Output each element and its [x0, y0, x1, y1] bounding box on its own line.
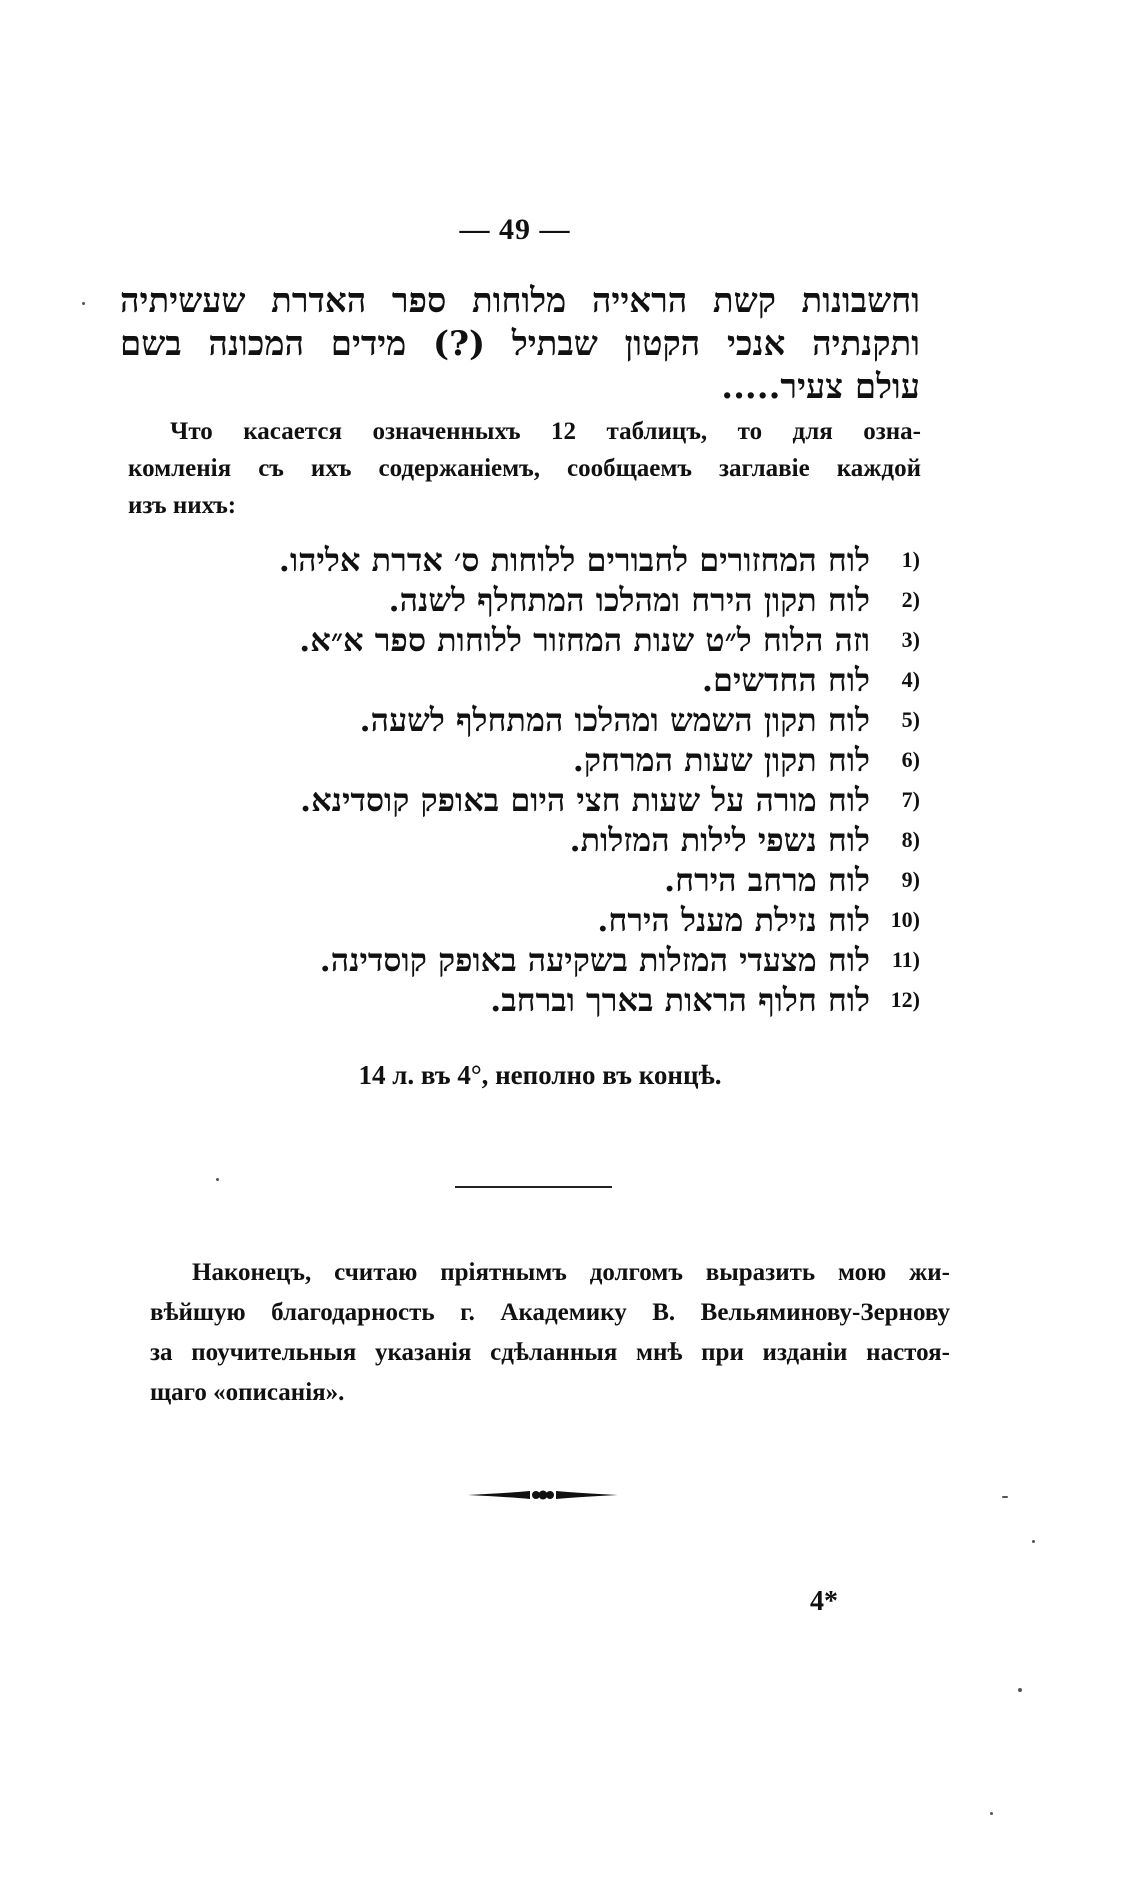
paragraph-line: изъ нихъ: [128, 492, 237, 519]
item-title: לוח נזילת מענל הירח. [597, 901, 870, 939]
hebrew-intro-line: ותקנתיה אנכי הקטון שבתיל (?) מידים המכונה בשם [120, 324, 920, 364]
item-number: 7) [901, 787, 920, 812]
table-list-item [240, 940, 920, 980]
scan-speck [1002, 1496, 1008, 1498]
item-number: 1) [901, 547, 920, 572]
paragraph-line: комленія съ ихъ содержаніемъ, сообщаемъ заглавіе каждой [128, 455, 921, 482]
item-number: 11) [891, 947, 920, 972]
scan-speck [990, 1812, 993, 1815]
item-number: 2) [901, 587, 920, 612]
item-title: לוח חלוף הראות בארך וברחב. [490, 981, 870, 1019]
item-number: 8) [901, 827, 920, 852]
item-number: 5) [901, 707, 920, 732]
signature-mark: 4* [810, 1586, 838, 1617]
item-number: 4) [901, 667, 920, 692]
table-list-item [240, 620, 920, 660]
item-title: לוח נשפי לילות המזלות. [569, 821, 870, 859]
item-title: לוח מרחב הירח. [663, 861, 870, 899]
section-divider [455, 1186, 612, 1188]
item-title: לוח תקון השמש ומהלכו המתחלף לשעה. [359, 701, 870, 739]
item-title: וזה הלוח ל״ט שנות המחזור ללוחות ספר א״א. [299, 621, 870, 659]
hebrew-intro [120, 280, 920, 409]
table-list-item [240, 660, 920, 700]
item-number: 3) [901, 627, 920, 652]
item-title: לוח מורה על שעות חצי היום באופק קוסדינא. [299, 781, 870, 819]
table-list-item [240, 580, 920, 620]
closing-paragraph [150, 1253, 950, 1413]
format-note: 14 л. въ 4°, неполно въ концѣ. [358, 1060, 722, 1090]
scan-speck [1032, 1540, 1035, 1543]
scan-speck [216, 1178, 219, 1181]
item-number: 12) [890, 987, 920, 1012]
item-title: לוח המחזורים לחבורים ללוחות ס׳ אדרת אליהו. [278, 541, 870, 579]
item-number: 9) [901, 867, 920, 892]
item-number: 6) [901, 747, 920, 772]
item-title: לוח תקון הירח ומהלכו המתחלף לשנה. [388, 581, 870, 619]
item-title: לוח מצעדי המזלות בשקיעה באופק קוסדינה. [319, 941, 870, 979]
paragraph-line: Что касается означенныхъ 12 таблицъ, то для озна- [170, 418, 921, 445]
table-list-item [240, 860, 920, 900]
table-list-item [240, 780, 920, 820]
paragraph-line: Наконецъ, считаю пріятнымъ долгомъ выразить мою жи- [192, 1259, 950, 1286]
scan-speck [82, 302, 85, 305]
scan-speck [1018, 1688, 1022, 1692]
table-list-item [240, 900, 920, 940]
item-title: לוח החדשים. [701, 661, 870, 699]
hebrew-intro-line: וחשבונות קשת הראייה מלוחות ספר האדרת שעשיתיה [120, 281, 920, 321]
table-list-item [240, 740, 920, 780]
item-title: לוח תקון שעות המרחק. [572, 741, 870, 779]
paragraph-line: за поучительныя указанія сдѣланныя мнѣ при изданіи настоя- [150, 1339, 950, 1366]
intro-paragraph [128, 413, 921, 524]
page-number: — 49 — [459, 213, 571, 246]
ornament-icon [468, 1488, 618, 1507]
table-list-item [240, 820, 920, 860]
hebrew-intro-line: עולם צעיר..... [721, 367, 920, 407]
item-number: 10) [890, 907, 920, 932]
paragraph-line: вѣйшую благодарность г. Академику В. Вельяминову-Зернову [150, 1299, 950, 1326]
paragraph-line: щаго «описанія». [150, 1379, 345, 1406]
table-list-item [240, 540, 920, 580]
table-list [240, 540, 920, 1020]
table-list-item [240, 700, 920, 740]
table-list-item [240, 980, 920, 1020]
